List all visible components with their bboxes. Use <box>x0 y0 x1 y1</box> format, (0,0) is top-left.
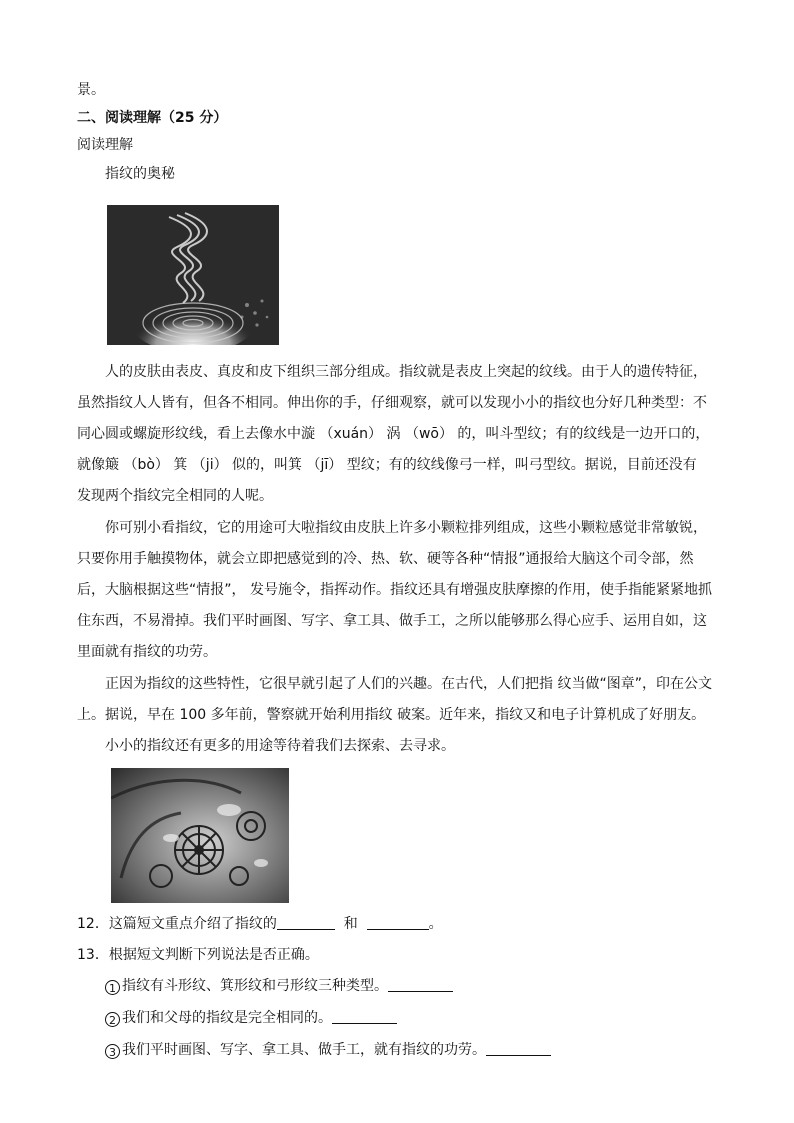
paragraph-2-line-2: 只要你用手触摸物体，就会立即把感觉到的冷、热、软、硬等各种“情报”通报给大脑这个司令部，然 <box>77 551 694 567</box>
question-12-text: 这篇短文重点介绍了指纹的 <box>108 916 277 932</box>
answer-blank-13-2[interactable] <box>332 1009 397 1024</box>
paragraph-2-line-4: 住东西，不易滑掉。我们平时画图、写字、拿工具、做手工，之所以能够那么得心应手、运用自如，这 <box>77 613 707 629</box>
question-12-number: 12． <box>77 916 109 932</box>
question-13-item-2 <box>105 1008 745 1028</box>
circled-number-1: 1 <box>105 980 120 995</box>
paragraph-1-line-4: 就像簸 （bò） 箕 （ji） 似的，叫箕 （jī） 型纹；有的纹线像弓一样，叫弓型纹。据说，目前还没有 <box>77 457 697 473</box>
paragraph-2-line-3: 后，大脑根据这些“情报”， 发号施令，指挥动作。指纹还具有增强皮肤摩擦的作用，使手指能紧紧地抓 <box>77 582 712 598</box>
answer-blank-13-3[interactable] <box>486 1041 551 1056</box>
question-13-item-1 <box>105 976 745 996</box>
paragraph-4: 小小的指纹还有更多的用途等待着我们去探索、去寻求。 <box>105 738 455 754</box>
item-3-text: 我们平时画图、写字、拿工具、做手工，就有指纹的功劳。 <box>122 1042 486 1058</box>
previous-text-tail: 景。 <box>77 82 105 98</box>
paragraph-1-line-3: 同心圆或螺旋形纹线，看上去像水中漩 （xuán） 涡 （wō） 的，叫斗型纹；有的纹线是一边开口的， <box>77 426 710 442</box>
item-1-text: 指纹有斗形纹、箕形纹和弓形纹三种类型。 <box>122 978 388 994</box>
paragraph-3-line-1: 正因为指纹的这些特性，它很早就引起了人们的兴趣。在古代，人们把指 纹当做“图章”，印在公文 <box>105 676 712 692</box>
question-12-end: 。 <box>428 916 443 932</box>
paragraph-2-line-5: 里面就有指纹的功劳。 <box>77 644 217 660</box>
question-13-number: 13． <box>77 947 109 963</box>
circled-number-2: 2 <box>105 1012 120 1027</box>
question-13-item-3 <box>105 1040 745 1060</box>
watch-gears-illustration <box>111 768 289 903</box>
section-heading: 二、阅读理解（25 分） <box>77 110 228 126</box>
fingerprint-photo <box>107 205 279 345</box>
answer-blank-13-1[interactable] <box>388 977 453 992</box>
subheading: 阅读理解 <box>77 137 133 153</box>
fingerprint-illustration <box>107 205 279 345</box>
item-2-text: 我们和父母的指纹是完全相同的。 <box>122 1010 332 1026</box>
question-13-prompt: 根据短文判断下列说法是否正确。 <box>108 947 319 963</box>
question-13 <box>77 945 742 965</box>
circled-number-3: 3 <box>105 1044 120 1059</box>
paragraph-1-line-1: 人的皮肤由表皮、真皮和皮下组织三部分组成。指纹就是表皮上突起的纹线。由于人的遗传特征， <box>105 364 707 380</box>
paragraph-1-line-2: 虽然指纹人人皆有，但各不相同。伸出你的手，仔细观察，就可以发现小小的指纹也分好几种类型：不 <box>77 395 707 411</box>
paragraph-2-line-1: 你可别小看指纹，它的用途可大啦指纹由皮肤上许多小颗粒排列组成，这些小颗粒感觉非常敏锐， <box>105 520 707 536</box>
paragraph-1-line-5: 发现两个指纹完全相同的人呢。 <box>77 488 273 504</box>
watch-mechanism-photo <box>111 768 289 903</box>
paragraph-3-line-2: 上。据说，早在 100 多年前，警察就开始利用指纹 破案。近年来，指纹又和电子计算机成了好朋友。 <box>77 707 706 723</box>
article-title: 指纹的奥秘 <box>105 166 175 182</box>
answer-blank-12b[interactable] <box>367 915 429 930</box>
answer-blank-12a[interactable] <box>277 915 335 930</box>
question-12-connector: 和 <box>343 916 358 932</box>
question-12 <box>77 914 742 934</box>
